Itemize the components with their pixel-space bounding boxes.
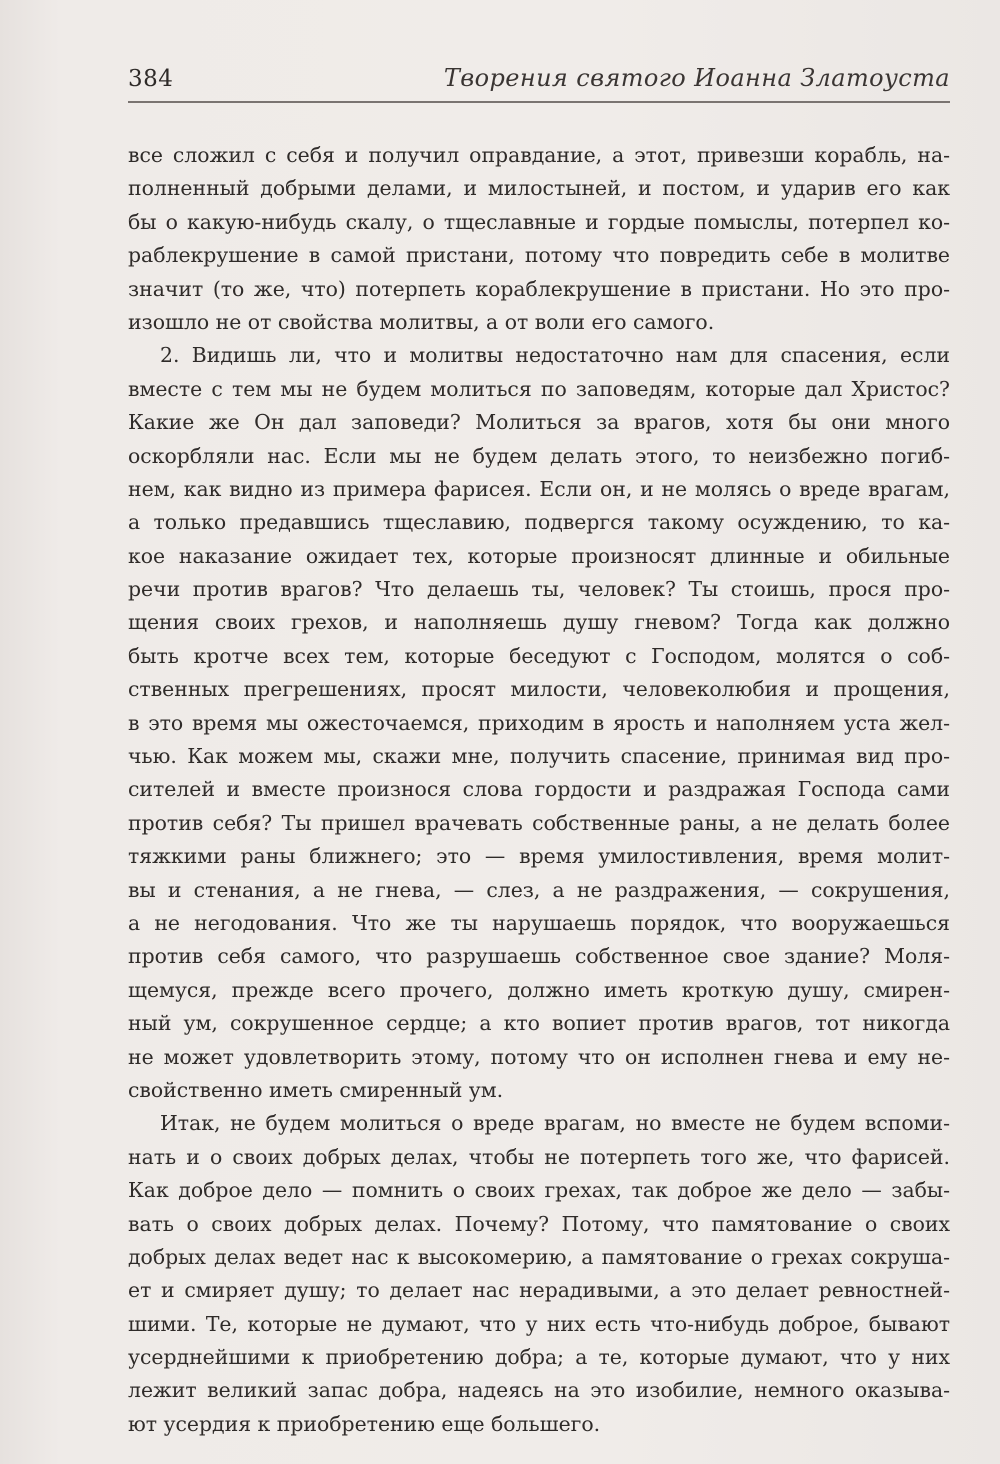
text-line: 2. Видишь ли, что и молитвы недостаточно нам для спасения, если xyxy=(160,343,950,368)
text-line: Какие же Он дал заповеди? Молиться за врагов, хотя бы они много xyxy=(128,410,950,435)
text-line: сителей и вместе произнося слова гордости и раздражая Господа сами xyxy=(128,777,950,802)
text-line: в это время мы ожесточаемся, приходим в ярость и наполняем уста жел- xyxy=(128,710,950,735)
text-line: лежит великий запас добра, надеясь на это изобилие, немного оказыва- xyxy=(128,1378,950,1403)
text-line: нать и о своих добрых делах, чтобы не потерпеть того же, что фарисей. xyxy=(128,1144,950,1169)
paragraph xyxy=(128,339,950,1107)
text-line: изошло не от свойства молитвы, а от воли его самого. xyxy=(128,309,715,334)
text-line: тяжкими раны ближнего; это — время умилостивления, время молит- xyxy=(128,844,950,869)
text-line: вместе с тем мы не будем молиться по заповедям, которые дал Христос? xyxy=(128,376,950,401)
book-title: Творения святого Иоанна Златоуста xyxy=(443,64,950,92)
text-line: все сложил с себя и получил оправдание, а этот, привезши корабль, на- xyxy=(128,143,950,167)
paragraph xyxy=(128,139,950,339)
text-line: ет и смиряет душу; то делает нас нерадивыми, а это делает ревностней- xyxy=(128,1278,950,1303)
text-line: нем, как видно из примера фарисея. Если он, и не молясь о вреде врагам, xyxy=(128,476,950,501)
text-line: кое наказание ожидает тех, которые произносят длинные и обильные xyxy=(128,543,950,568)
paragraph xyxy=(128,1107,950,1441)
text-line: свойственно иметь смиренный ум. xyxy=(128,1077,504,1102)
text-line: Как доброе дело — помнить о своих грехах, так доброе же дело — забы- xyxy=(128,1178,950,1203)
text-line: против себя? Ты пришел врачевать собственные раны, а не делать более xyxy=(128,810,950,835)
text-line: Итак, не будем молиться о вреде врагам, но вместе не будем вспоми- xyxy=(160,1111,950,1136)
text-line: раблекрушение в самой пристани, потому что повредить себе в молитве xyxy=(128,243,950,268)
text-line: речи против врагов? Что делаешь ты, человек? Ты стоишь, прося про- xyxy=(128,577,950,602)
text-line: шими. Те, которые не думают, что у них есть что-нибудь доброе, бывают xyxy=(128,1311,950,1336)
text-line: вы и стенания, а не гнева, — слез, а не раздражения, — сокрушения, xyxy=(128,877,950,902)
text-line: бы о какую-нибудь скалу, о тщеславные и гордые помыслы, потерпел ко- xyxy=(128,209,950,234)
text-line: ственных прегрешениях, просят милости, человеколюбия и прощения, xyxy=(128,677,950,702)
text-line: вать о своих добрых делах. Почему? Потому, что памятование о своих xyxy=(128,1211,950,1236)
page-number: 384 xyxy=(128,66,174,92)
text-line: добрых делах ведет нас к высокомерию, а памятование о грехах сокруша- xyxy=(128,1244,950,1269)
text-line: против себя самого, что разрушаешь собственное свое здание? Моля- xyxy=(128,944,950,969)
text-line: оскорбляли нас. Если мы не будем делать этого, то неизбежно погиб- xyxy=(128,443,950,468)
text-line: не может удовлетворить этому, потому что он исполнен гнева и ему не- xyxy=(128,1044,950,1069)
text-line: щемуся, прежде всего прочего, должно иметь кроткую душу, смирен- xyxy=(128,977,950,1002)
text-line: щения своих грехов, и наполняешь душу гневом? Тогда как должно xyxy=(128,610,950,635)
text-line: ный ум, сокрушенное сердце; а кто вопиет против врагов, тот никогда xyxy=(128,1011,950,1036)
text-line: значит (то же, что) потерпеть кораблекрушение в пристани. Но это про- xyxy=(128,276,950,301)
text-line: усерднейшими к приобретению добра; а те, которые думают, что у них xyxy=(128,1345,950,1370)
text-line: ют усердия к приобретению еще большего. xyxy=(128,1411,601,1436)
text-line: быть кротче всех тем, которые беседуют с Господом, молятся о соб- xyxy=(128,643,950,668)
text-body xyxy=(128,139,950,1441)
running-head xyxy=(128,60,950,102)
text-line: чью. Как можем мы, скажи мне, получить спасение, принимая вид про- xyxy=(128,744,950,769)
header-rule xyxy=(128,101,950,103)
text-line: полненный добрыми делами, и милостыней, и постом, и ударив его как xyxy=(128,176,950,201)
text-line: а не негодования. Что же ты нарушаешь порядок, что вооружаешься xyxy=(128,910,950,935)
text-line: а только предавшись тщеславию, подвергся такому осуждению, то ка- xyxy=(128,510,950,535)
